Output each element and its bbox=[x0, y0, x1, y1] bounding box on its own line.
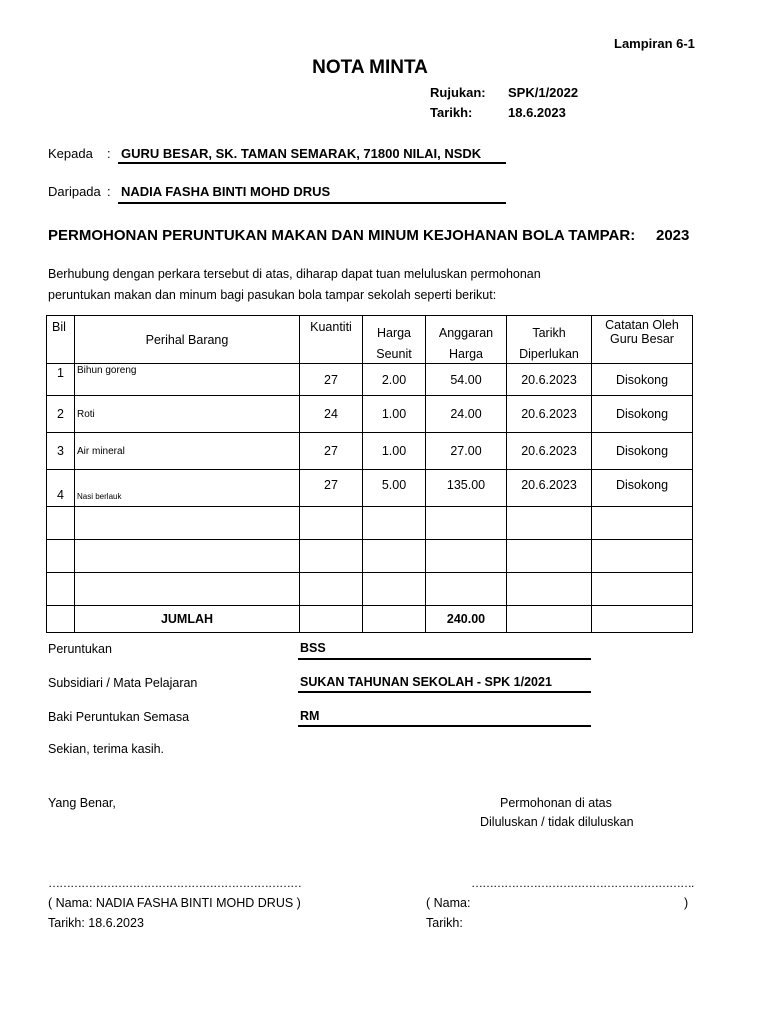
row-harga: 1.00 bbox=[363, 396, 426, 433]
signer-name-right-close: ) bbox=[684, 896, 689, 910]
empty-cell bbox=[426, 573, 507, 606]
row-harga: 5.00 bbox=[363, 470, 426, 507]
empty-cell bbox=[363, 606, 426, 633]
row-bil: 1 bbox=[47, 364, 75, 396]
empty-cell bbox=[363, 507, 426, 540]
header-harga-line2: Seunit bbox=[376, 347, 412, 361]
total-row bbox=[47, 606, 693, 633]
row-perihal: Roti bbox=[75, 396, 300, 433]
empty-cell bbox=[592, 507, 693, 540]
row-tarikh: 20.6.2023 bbox=[507, 433, 592, 470]
reference-value: SPK/1/2022 bbox=[508, 85, 579, 100]
table-empty-row bbox=[47, 540, 693, 573]
allocation-label: Peruntukan bbox=[48, 642, 112, 656]
subject-year: 2023 bbox=[656, 227, 690, 244]
row-kuantiti: 27 bbox=[300, 470, 363, 507]
from-colon: : bbox=[107, 184, 111, 199]
header-tarikh bbox=[507, 316, 592, 364]
to-value: GURU BESAR, SK. TAMAN SEMARAK, 71800 NILAI, NSDK bbox=[121, 146, 482, 161]
from-value: NADIA FASHA BINTI MOHD DRUS bbox=[121, 184, 331, 199]
empty-cell bbox=[507, 573, 592, 606]
date-value: 18.6.2023 bbox=[508, 105, 566, 120]
empty-cell bbox=[47, 507, 75, 540]
balance-label: Baki Peruntukan Semasa bbox=[48, 710, 190, 724]
body-line-2: peruntukan makan dan minum bagi pasukan bola tampar sekolah seperti berikut: bbox=[48, 288, 497, 302]
balance-underline bbox=[298, 725, 591, 727]
body-line-1: Berhubung dengan perkara tersebut di atas, diharap dapat tuan meluluskan permohonan bbox=[48, 267, 541, 281]
subsidiary-label: Subsidiari / Mata Pelajaran bbox=[48, 676, 198, 690]
reference-label: Rujukan: bbox=[430, 85, 486, 100]
row-perihal-text: Nasi berlauk bbox=[77, 492, 122, 501]
header-kuantiti: Kuantiti bbox=[300, 316, 363, 364]
table-row bbox=[47, 396, 693, 433]
row-catatan: Disokong bbox=[592, 396, 693, 433]
header-catatan-line2: Guru Besar bbox=[610, 332, 674, 346]
row-kuantiti: 27 bbox=[300, 433, 363, 470]
table-row bbox=[47, 470, 693, 507]
signer-name-left: ( Nama: NADIA FASHA BINTI MOHD DRUS ) bbox=[48, 896, 301, 910]
header-tarikh-line2: Diperlukan bbox=[519, 347, 579, 361]
page-title: NOTA MINTA bbox=[312, 57, 428, 78]
table-empty-row bbox=[47, 507, 693, 540]
table-empty-row bbox=[47, 573, 693, 606]
empty-cell bbox=[507, 540, 592, 573]
empty-cell bbox=[592, 606, 693, 633]
empty-cell bbox=[75, 507, 300, 540]
row-bil: 4 bbox=[47, 470, 75, 507]
table-row bbox=[47, 433, 693, 470]
empty-cell bbox=[507, 606, 592, 633]
row-bil: 2 bbox=[47, 396, 75, 433]
row-kuantiti: 24 bbox=[300, 396, 363, 433]
empty-cell bbox=[75, 540, 300, 573]
table-header-row bbox=[47, 316, 693, 364]
row-anggaran: 27.00 bbox=[426, 433, 507, 470]
subsidiary-underline bbox=[298, 691, 591, 693]
row-anggaran: 24.00 bbox=[426, 396, 507, 433]
signer-date-right: Tarikh: bbox=[426, 916, 463, 930]
items-table bbox=[46, 315, 693, 633]
table-row bbox=[47, 364, 693, 396]
row-tarikh: 20.6.2023 bbox=[507, 470, 592, 507]
empty-cell bbox=[75, 573, 300, 606]
signer-date-left: Tarikh: 18.6.2023 bbox=[48, 916, 144, 930]
empty-cell bbox=[300, 606, 363, 633]
row-anggaran: 54.00 bbox=[426, 364, 507, 396]
total-label: JUMLAH bbox=[75, 606, 300, 633]
yang-benar: Yang Benar, bbox=[48, 796, 116, 810]
empty-cell bbox=[363, 573, 426, 606]
subsidiary-value: SUKAN TAHUNAN SEKOLAH - SPK 1/2021 bbox=[300, 675, 552, 689]
balance-value: RM bbox=[300, 709, 320, 723]
approval-line-2: Diluluskan / tidak diluluskan bbox=[480, 815, 634, 829]
empty-cell bbox=[363, 540, 426, 573]
date-label: Tarikh: bbox=[430, 105, 473, 120]
signature-line-right: ……………………………………………………. bbox=[471, 876, 694, 890]
row-kuantiti: 27 bbox=[300, 364, 363, 396]
header-anggaran-line2: Harga bbox=[448, 347, 484, 361]
appendix-label: Lampiran 6-1 bbox=[614, 36, 695, 51]
empty-cell bbox=[47, 573, 75, 606]
empty-cell bbox=[300, 573, 363, 606]
row-perihal: Bihun goreng bbox=[75, 364, 300, 396]
row-harga: 2.00 bbox=[363, 364, 426, 396]
approval-line-1: Permohonan di atas bbox=[500, 796, 612, 810]
to-label: Kepada bbox=[48, 146, 93, 161]
empty-cell bbox=[300, 540, 363, 573]
row-catatan: Disokong bbox=[592, 433, 693, 470]
empty-cell bbox=[426, 507, 507, 540]
empty-cell bbox=[47, 606, 75, 633]
header-anggaran-line1: Anggaran bbox=[438, 326, 494, 340]
empty-cell bbox=[592, 540, 693, 573]
header-harga-line1: Harga bbox=[376, 326, 412, 340]
to-underline bbox=[118, 162, 506, 164]
header-harga bbox=[363, 316, 426, 364]
row-perihal bbox=[75, 470, 300, 507]
allocation-underline bbox=[298, 658, 591, 660]
row-catatan: Disokong bbox=[592, 364, 693, 396]
row-harga: 1.00 bbox=[363, 433, 426, 470]
header-perihal: Perihal Barang bbox=[75, 316, 300, 364]
header-catatan bbox=[592, 316, 693, 364]
empty-cell bbox=[47, 540, 75, 573]
header-catatan-line1: Catatan Oleh bbox=[605, 318, 679, 332]
row-bil: 3 bbox=[47, 433, 75, 470]
to-colon: : bbox=[107, 146, 111, 161]
row-tarikh: 20.6.2023 bbox=[507, 396, 592, 433]
header-tarikh-line1: Tarikh bbox=[532, 326, 566, 340]
closing-text: Sekian, terima kasih. bbox=[48, 742, 165, 756]
empty-cell bbox=[300, 507, 363, 540]
empty-cell bbox=[592, 573, 693, 606]
from-underline bbox=[118, 202, 506, 204]
subject-heading: PERMOHONAN PERUNTUKAN MAKAN DAN MINUM KEJOHANAN BOLA TAMPAR: bbox=[48, 227, 636, 244]
from-label: Daripada bbox=[48, 184, 101, 199]
header-bil: Bil bbox=[47, 316, 75, 364]
total-value: 240.00 bbox=[426, 606, 507, 633]
header-anggaran bbox=[426, 316, 507, 364]
signature-line-left: …………………………………………………………… bbox=[48, 876, 301, 890]
row-perihal: Air mineral bbox=[75, 433, 300, 470]
signer-name-right: ( Nama: bbox=[426, 896, 471, 910]
row-anggaran: 135.00 bbox=[426, 470, 507, 507]
row-tarikh: 20.6.2023 bbox=[507, 364, 592, 396]
empty-cell bbox=[426, 540, 507, 573]
empty-cell bbox=[507, 507, 592, 540]
row-catatan: Disokong bbox=[592, 470, 693, 507]
allocation-value: BSS bbox=[300, 641, 326, 655]
